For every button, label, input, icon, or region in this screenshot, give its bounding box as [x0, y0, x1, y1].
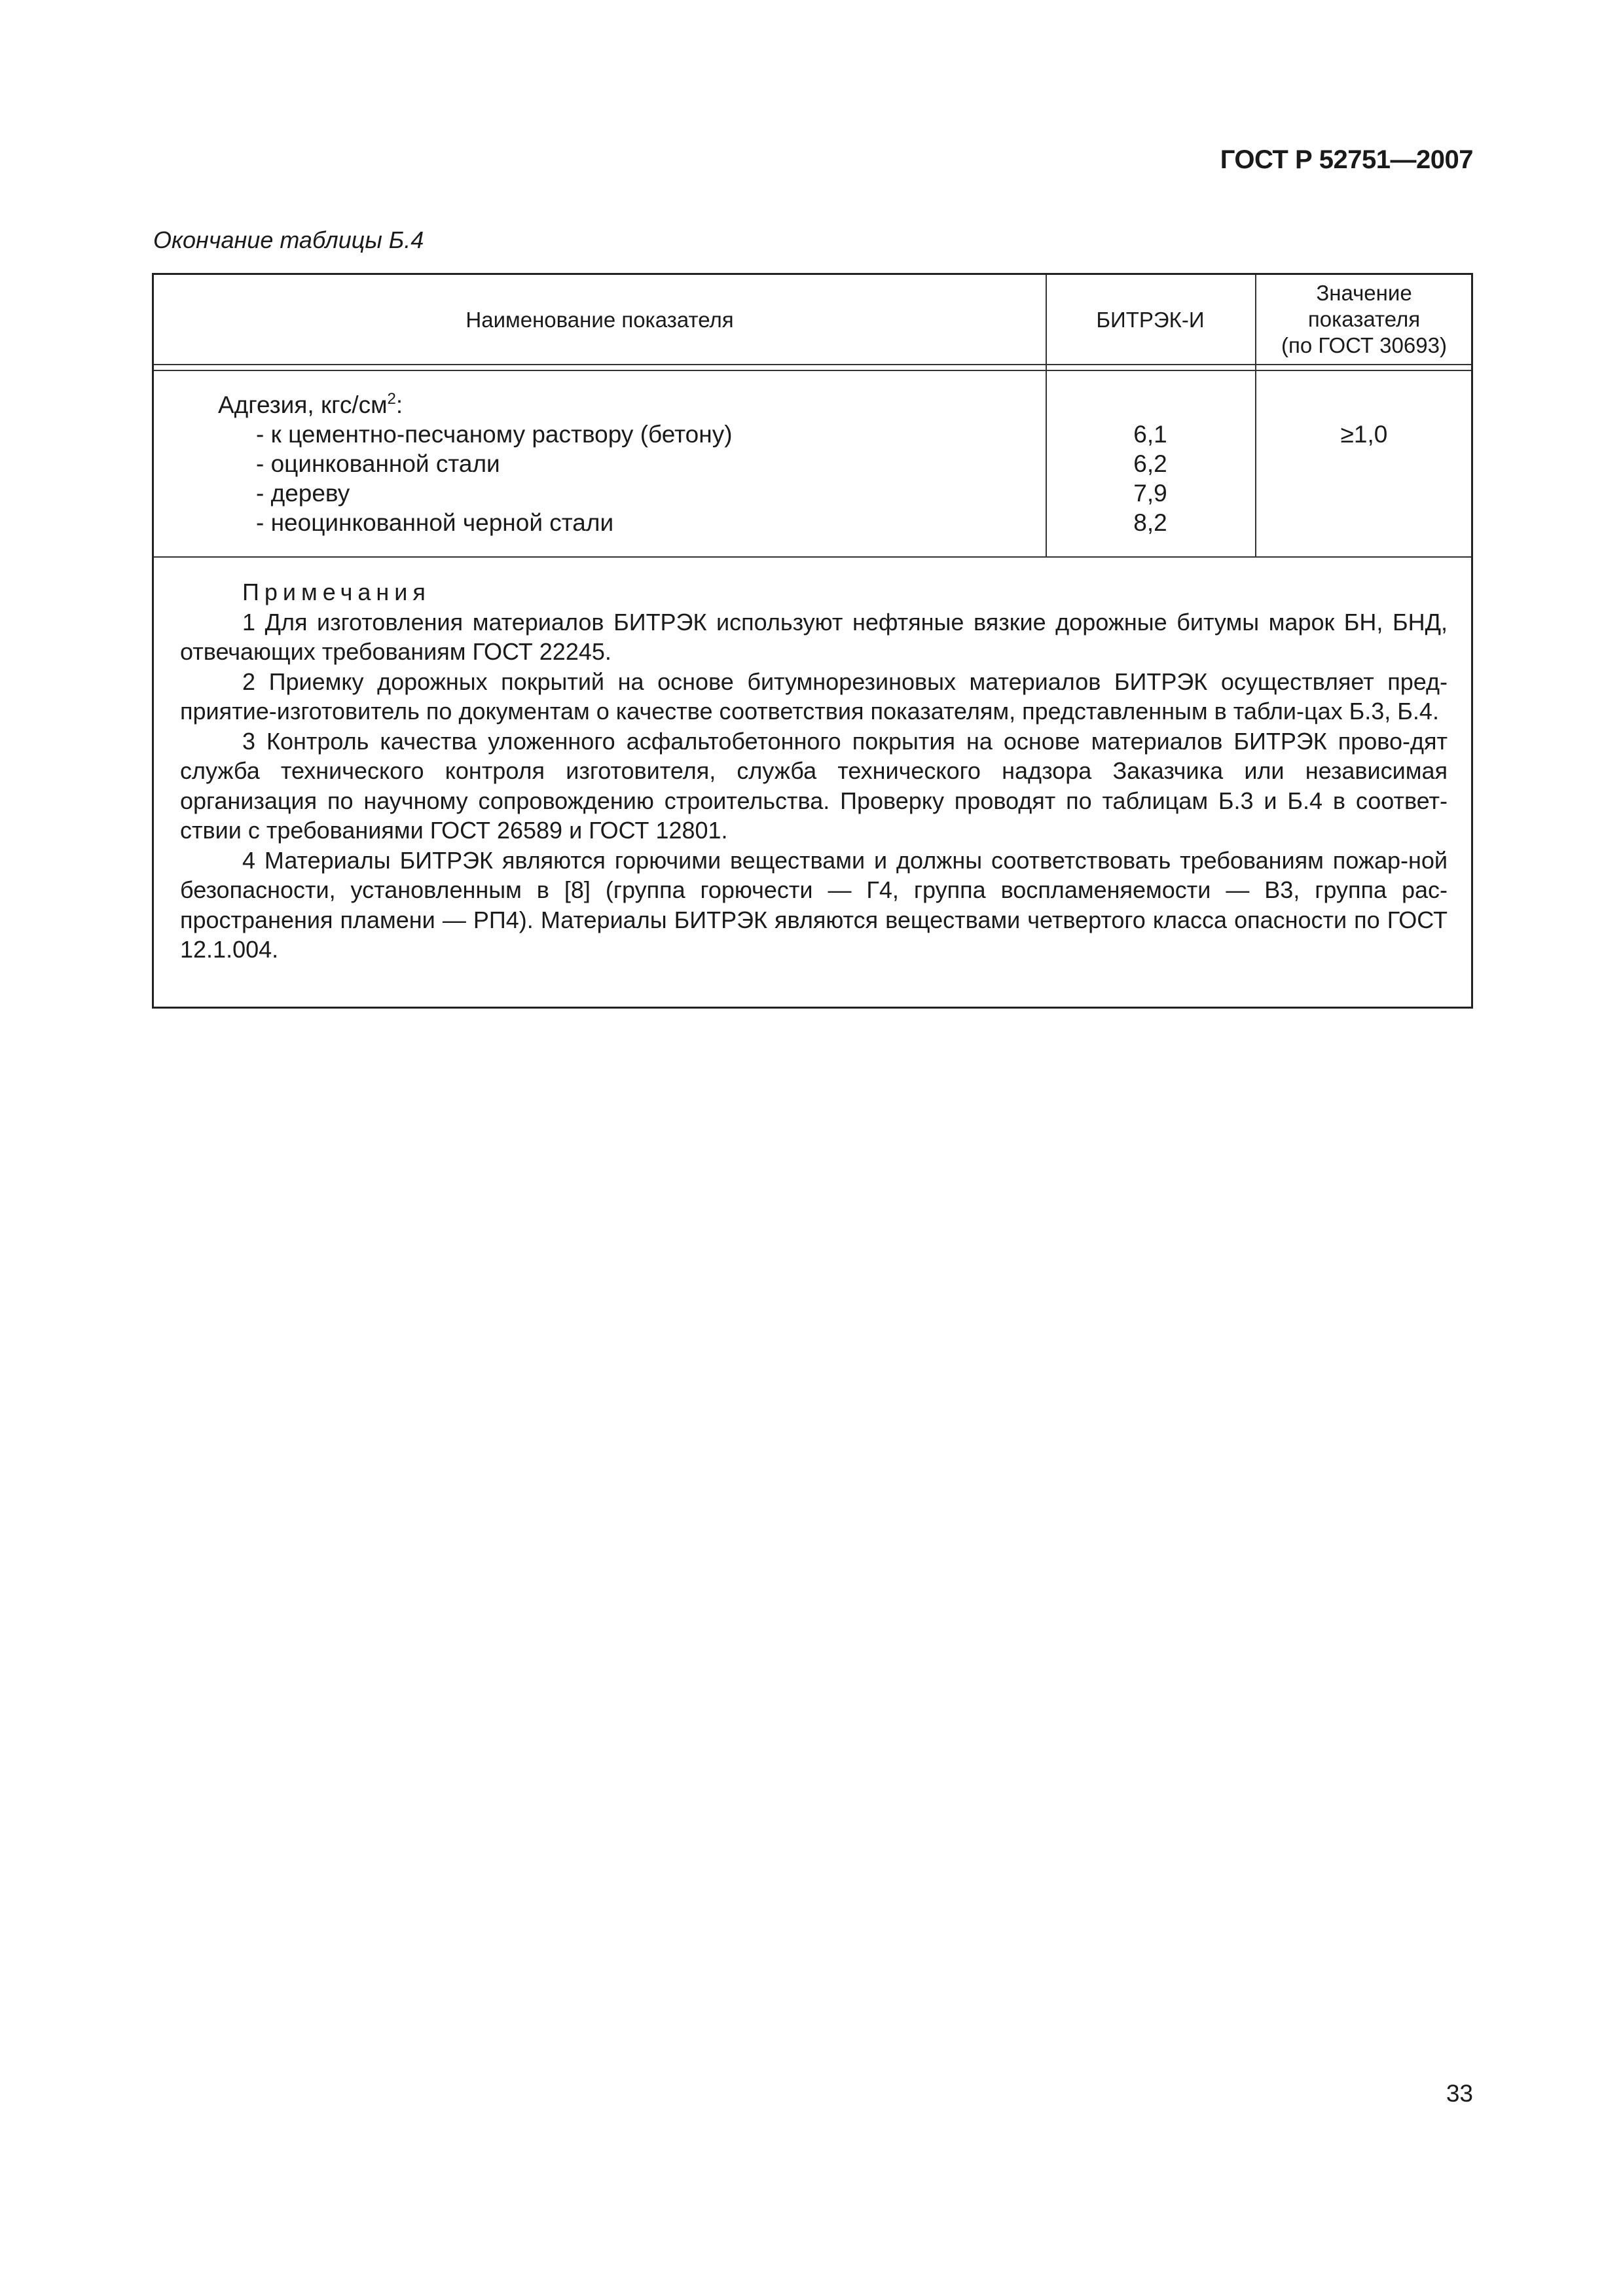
product-values [1046, 420, 1255, 537]
property-item: - оцинкованной стали [256, 450, 500, 477]
property-item: - неоцинкованной черной стали [256, 509, 614, 536]
norm-value: ≥1,0 [1340, 421, 1388, 448]
document-code: ГОСТ Р 52751—2007 [1220, 145, 1473, 174]
property-title: Адгезия, кгс/$см^2$: [218, 390, 403, 418]
value-cell: 6,1 [1133, 421, 1167, 448]
header-name: Наименование показателя [465, 308, 734, 332]
header-value-line: показателя [1307, 307, 1421, 331]
header-product: БИТРЭК-И [1096, 308, 1205, 332]
notes-section [154, 558, 1471, 1007]
note-item: 2 Приемку дорожных покрытий на основе битумнорезиновых материалов БИТРЭК осуществляет пред-приятие-изготовитель по документам о качестве соответствия показателям, представленным в табли-цах Б.3, Б.4. [180, 668, 1448, 725]
property-name [218, 390, 733, 537]
notes-title: Примечания [242, 579, 431, 605]
header-value-line: Значение [1316, 281, 1412, 305]
property-item: - к цементно-песчаному раствору (бетону) [256, 421, 733, 448]
table-caption: Окончание таблицы Б.4 [153, 226, 424, 253]
value-cell: 8,2 [1133, 509, 1167, 536]
note-item: 4 Материалы БИТРЭК являются горючими веществами и должны соответствовать требованиям пожар-ной безопасности, установленным в [8] (группа горючести — Г4, группа воспламеняемости — В3, группа рас-пространения пламени — РП4). Материалы БИТРЭК являются веществами четвертого класса опасности по ГОСТ 12.1.004. [180, 846, 1448, 963]
header-value-line: (по ГОСТ 30693) [1281, 333, 1447, 357]
note-item: 3 Контроль качества уложенного асфальтобетонного покрытия на основе материалов БИТРЭК прово-дят служба технического контроля изготовителя, служба технического надзора Заказчика или независимая организация по научному сопровождению строительства. Проверку проводят по таблицам Б.3 и Б.4 в соответ-ствии с требованиями ГОСТ 26589 и ГОСТ 12801. [180, 727, 1448, 844]
note-item: 1 Для изготовления материалов БИТРЭК используют нефтяные вязкие дорожные битумы марок БН, БНД, отвечающих требованиям ГОСТ 22245. [180, 608, 1448, 665]
page-number: 33 [1446, 2080, 1473, 2107]
header-value [1255, 280, 1473, 359]
header-rule [154, 370, 1471, 371]
header-rule [154, 364, 1471, 365]
value-cell: 6,2 [1133, 450, 1167, 477]
property-item: - дереву [256, 480, 350, 507]
value-cell: 7,9 [1133, 480, 1167, 507]
properties-table [152, 273, 1473, 1009]
